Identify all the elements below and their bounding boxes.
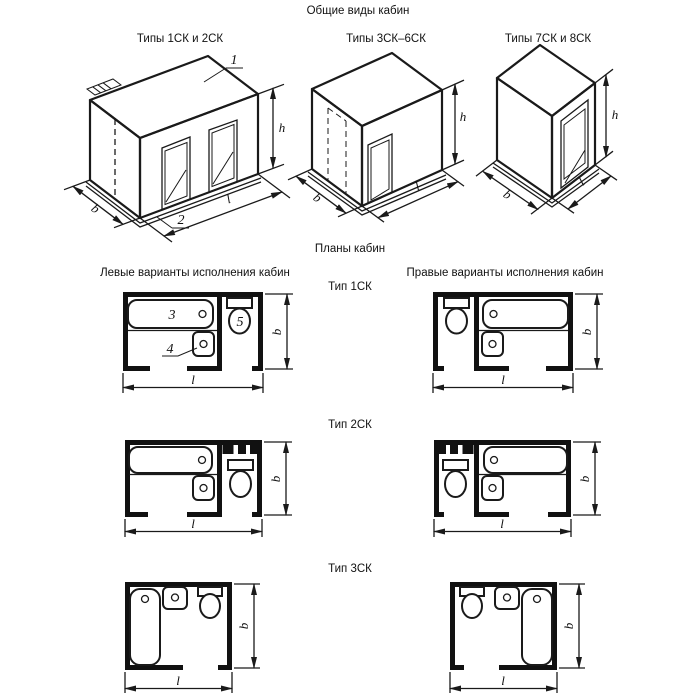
right-column-title: Правые варианты исполнения кабин: [406, 267, 604, 279]
dim-l-label: l: [191, 516, 195, 531]
dim-l-label: l: [500, 516, 504, 531]
dim-b-label: b: [561, 622, 576, 630]
row-label-2sk: Тип 2СК: [328, 419, 372, 431]
callout-1: 1: [230, 53, 238, 68]
row-label-1sk: Тип 1СК: [328, 281, 372, 293]
dim-b-label: b: [268, 475, 283, 483]
dim-l-label: l: [501, 673, 505, 688]
dim-l-label: l: [412, 178, 422, 194]
left-column-title: Левые варианты исполнения кабин: [100, 267, 290, 279]
callout-2: 2: [177, 213, 185, 228]
dim-l-label: l: [176, 673, 180, 688]
view-caption-3: Типы 7СК и 8СК: [504, 33, 592, 45]
view-caption-1: Типы 1СК и 2СК: [136, 33, 224, 45]
dim-b-label: b: [310, 189, 325, 206]
dim-l-label: l: [224, 191, 233, 207]
dim-b-label: b: [269, 328, 284, 336]
plans-title: Планы кабин: [314, 243, 386, 255]
dim-l-label: l: [501, 372, 505, 387]
dim-h-label: h: [611, 107, 619, 122]
dim-b-label: b: [88, 200, 103, 217]
dim-b-label: b: [577, 475, 592, 483]
view-caption-2: Типы 3СК–6СК: [346, 33, 426, 45]
main-title: Общие виды кабин: [306, 5, 410, 17]
row-label-3sk: Тип 3СК: [328, 563, 372, 575]
dim-b-label: b: [236, 622, 251, 630]
callout-5: 5: [236, 315, 244, 330]
callout-3: 3: [168, 308, 176, 323]
dim-h-label: h: [278, 120, 286, 135]
dim-h-label: h: [459, 109, 467, 124]
dim-b-label: b: [500, 186, 515, 203]
callout-4: 4: [166, 342, 174, 357]
dim-b-label: b: [579, 328, 594, 336]
dim-l-label: l: [575, 174, 588, 189]
dim-l-label: l: [191, 372, 195, 387]
